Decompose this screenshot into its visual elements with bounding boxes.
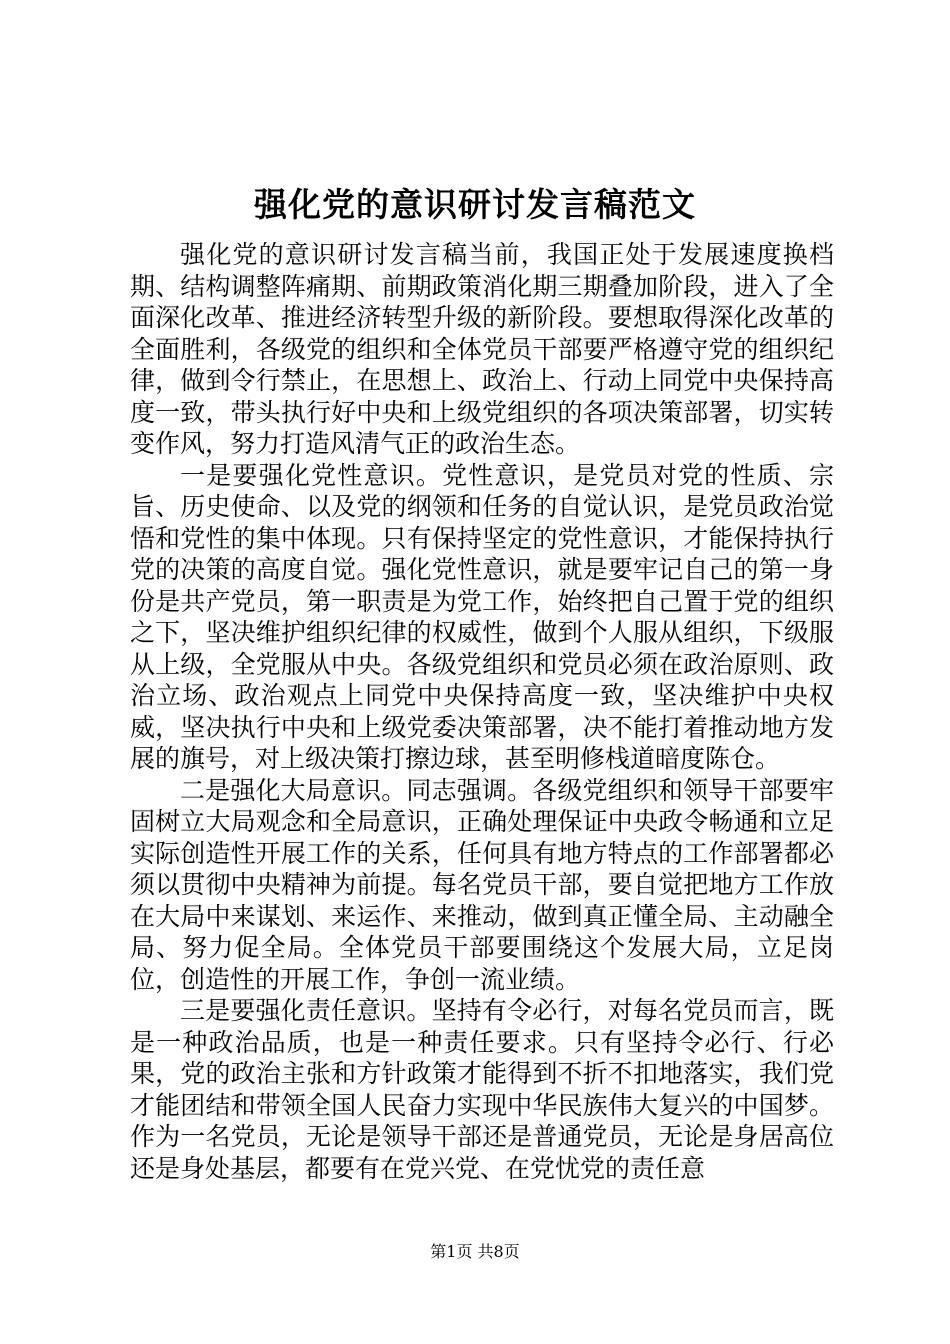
page-number-footer: 第1页 共8页: [430, 1242, 520, 1261]
document-body: [130, 239, 834, 1184]
document-title: 强化党的意识研讨发言稿范文: [254, 185, 696, 224]
paragraph-overall-situation: 二是强化大局意识。同志强调。各级党组织和领导干部要牢固树立大局观念和全局意识，正确处理保证中央政令畅通和立足实际创造性开展工作的关系，任何具有地方特点的工作部署都必须以贯彻中央精神为前提。每名党员干部，要自觉把地方工作放在大局中来谋划、来运作、来推动，做到真正懂全局、主动融全局、努力促全局。全体党员干部要围绕这个发展大局，立足岗位，创造性的开展工作，争创一流业绩。: [130, 775, 834, 994]
paragraph-intro: 强化党的意识研讨发言稿当前，我国正处于发展速度换档期、结构调整阵痛期、前期政策消化期三期叠加阶段，进入了全面深化改革、推进经济转型升级的新阶段。要想取得深化改革的全面胜利，各级党的组织和全体党员干部要严格遵守党的组织纪律，做到令行禁止，在思想上、政治上、行动上同党中央保持高度一致，带头执行好中央和上级党组织的各项决策部署，切实转变作风，努力打造风清气正的政治生态。: [130, 240, 834, 458]
paragraph-responsibility: 三是要强化责任意识。坚持有令必行，对每名党员而言，既是一种政治品质，也是一种责任要求。只有坚持令必行、行必果，党的政治主张和方针政策才能得到不折不扣地落实，我们党才能团结和带领全国人民奋力实现中华民族伟大复兴的中国梦。作为一名党员，无论是领导干部还是普通党员，无论是身居高位还是身处基层，都要有在党兴党、在党忧党的责任意: [130, 996, 834, 1183]
paragraph-party-spirit: 一是要强化党性意识。党性意识，是党员对党的性质、宗旨、历史使命、以及党的纲领和任务的自觉认识，是党员政治觉悟和党性的集中体现。只有保持坚定的党性意识，才能保持执行党的决策的高度自觉。强化党性意识，就是要牢记自己的第一身份是共产党员，第一职责是为党工作，始终把自己置于党的组织之下，坚决维护组织纪律的权威性，做到个人服从组织，下级服从上级，全党服从中央。各级党组织和党员必须在政治原则、政治立场、政治观点上同党中央保持高度一致，坚决维护中央权威，坚决执行中央和上级党委决策部署，决不能打着推动地方发展的旗号，对上级决策打擦边球，甚至明修栈道暗度陈仓。: [130, 460, 834, 773]
